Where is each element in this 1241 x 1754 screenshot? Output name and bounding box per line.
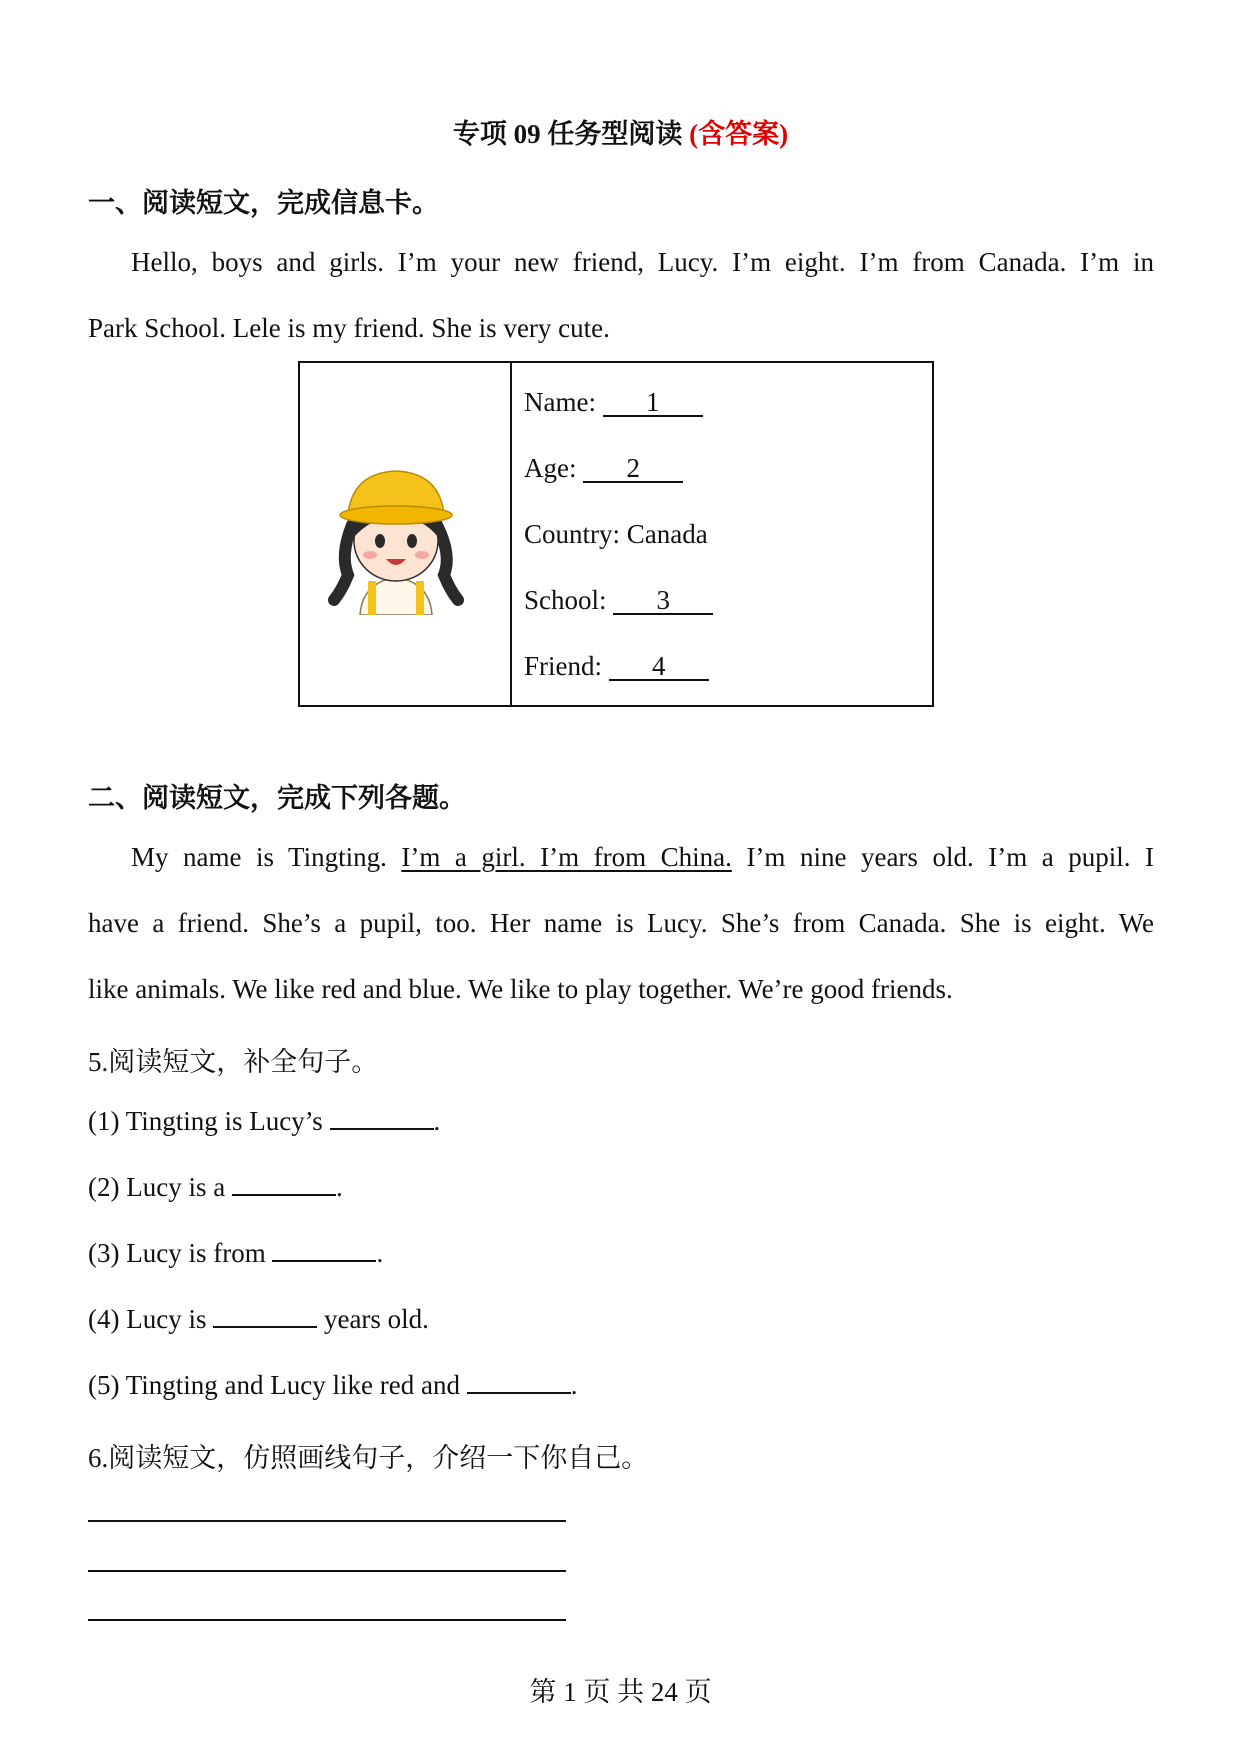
info-card <box>298 361 934 707</box>
answer-blank[interactable] <box>213 1326 317 1328</box>
card-school-row: School: 3 <box>524 585 713 616</box>
writing-line-1[interactable] <box>88 1520 566 1522</box>
question5-prompt: 5.阅读短文，补全句子。 <box>88 1047 379 1077</box>
question5-item-2: (2) Lucy is a . <box>88 1172 343 1202</box>
question5-item-5: (5) Tingting and Lucy like red and . <box>88 1370 578 1400</box>
answer-tag: (含答案) <box>689 119 789 149</box>
card-age-row: Age: 2 <box>524 453 683 484</box>
card-divider <box>510 363 512 705</box>
answer-blank[interactable] <box>272 1260 376 1262</box>
writing-line-2[interactable] <box>88 1570 566 1572</box>
question5-item-1: (1) Tingting is Lucy’s . <box>88 1106 441 1136</box>
card-country-row: Country: Canada <box>524 519 708 549</box>
answer-blank[interactable] <box>467 1392 571 1394</box>
school-blank[interactable]: 3 <box>613 587 713 615</box>
question5-item-4: (4) Lucy is years old. <box>88 1304 429 1334</box>
friend-blank[interactable]: 4 <box>609 653 709 681</box>
question5-item-3: (3) Lucy is from . <box>88 1238 384 1268</box>
girl-illustration <box>312 455 492 615</box>
underlined-sentence: I’m a girl. I’m from China. <box>401 842 732 872</box>
page-footer: 第 1 页 共 24 页 <box>529 1677 712 1707</box>
passage2-line1: My name is Tingting. I’m a girl. I’m from China. I’m nine years old. I’m a pupil. I <box>131 842 1154 872</box>
writing-line-3[interactable] <box>88 1619 566 1621</box>
passage2-line2: have a friend. She’s a pupil, too. Her name is Lucy. She’s from Canada. She is eight. We <box>88 908 1154 938</box>
card-friend-row: Friend: 4 <box>524 651 709 682</box>
question6-prompt: 6.阅读短文，仿照画线句子，介绍一下你自己。 <box>88 1443 649 1473</box>
page-title: 专项 09 任务型阅读 (含答案) <box>452 119 789 149</box>
passage2-line3: like animals. We like red and blue. We like to play together. We’re good friends. <box>88 974 953 1004</box>
age-blank[interactable]: 2 <box>583 455 683 483</box>
passage1-line1: Hello, boys and girls. I’m your new friend, Lucy. I’m eight. I’m from Canada. I’m in <box>131 247 1154 277</box>
section1-heading: 一、阅读短文，完成信息卡。 <box>88 188 439 218</box>
name-blank[interactable]: 1 <box>603 389 703 417</box>
passage1-line2: Park School. Lele is my friend. She is very cute. <box>88 313 610 343</box>
answer-blank[interactable] <box>232 1194 336 1196</box>
section2-heading: 二、阅读短文，完成下列各题。 <box>88 783 466 813</box>
card-name-row: Name: 1 <box>524 387 703 418</box>
answer-blank[interactable] <box>330 1128 434 1130</box>
